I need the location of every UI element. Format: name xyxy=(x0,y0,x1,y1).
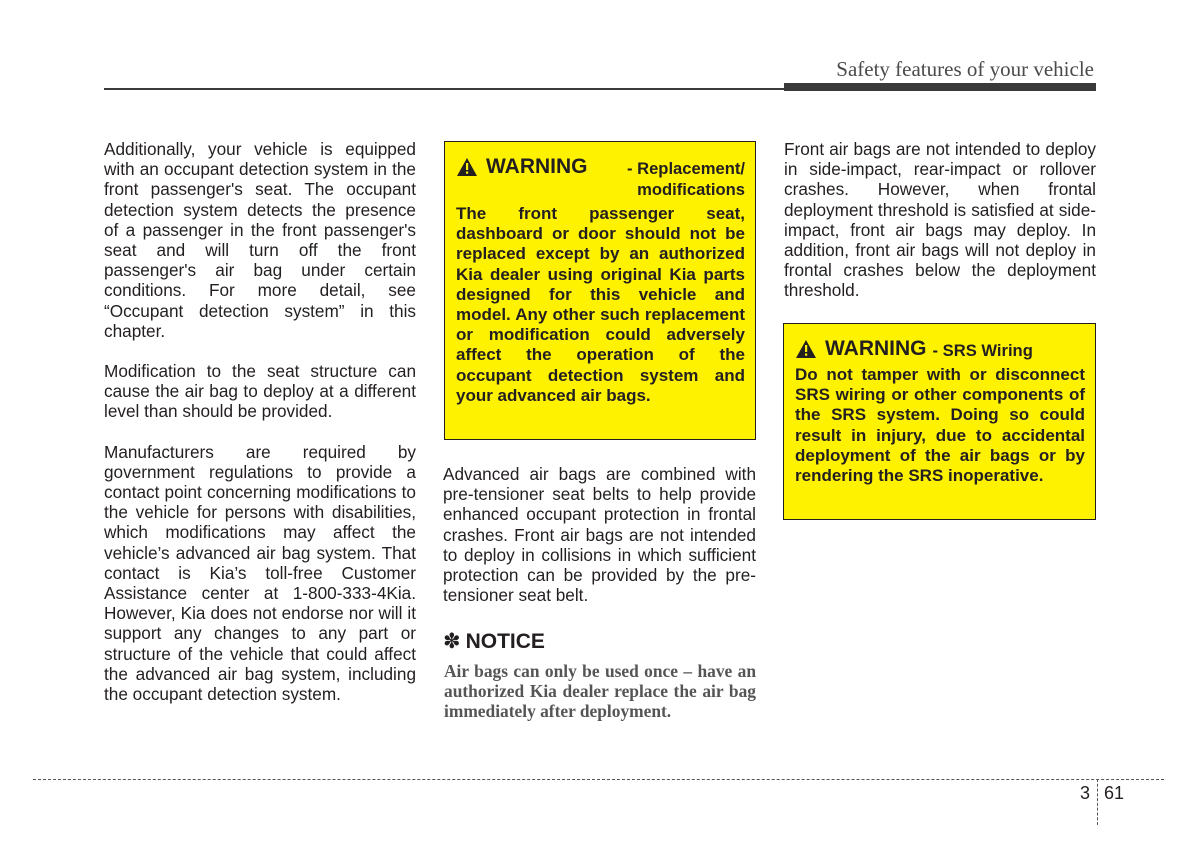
warning-triangle-icon xyxy=(795,339,817,359)
notice-icon: ✽ xyxy=(443,630,461,653)
warning-body: Do not tamper with or disconnect SRS wiring or other components of the SRS system. Doing so could result in injury, due to accidental deployment of the air bags or by rendering the SRS inoperative. xyxy=(795,365,1085,486)
column-middle xyxy=(443,464,756,625)
warning-header xyxy=(456,155,745,200)
header-rule-accent xyxy=(784,83,1096,91)
warning-header xyxy=(795,337,1085,361)
warning-subtitle: - SRS Wiring xyxy=(932,341,1033,360)
warning-box-replacement xyxy=(444,141,756,440)
column-right xyxy=(784,139,1096,321)
warning-subtitle: - Replacement/ modifications xyxy=(626,159,745,199)
warning-body: The front passenger seat, dashboard or door should not be replaced except by an authorized Kia dealer using original Kia parts designed for this vehicle and model. Any other such replacement or modification could adversely affect the operation of the occupant detection system and your advanced air bags. xyxy=(456,204,745,405)
warning-label: WARNING xyxy=(825,337,927,360)
notice-heading xyxy=(443,629,545,654)
paragraph: Modification to the seat structure can cause the air bag to deploy at a different level than should be provided. xyxy=(104,361,416,422)
notice-body: Air bags can only be used once – have an authorized Kia dealer replace the air bag immediately after deployment. xyxy=(444,661,756,722)
paragraph: Additionally, your vehicle is equipped with an occupant detection system in the front passenger's seat. The occupant detection system detects the presence of a passenger in the front passenger's seat and will turn off the front passenger's air bag under certain conditions. For more detail, see “Occupant detection system” in this chapter. xyxy=(104,139,416,341)
chapter-number: 3 xyxy=(1080,783,1091,803)
paragraph: Front air bags are not intended to deploy in side-impact, rear-impact or rollover crashes. However, when frontal deployment threshold is satisfied at side-impact, front air bags may deploy. In addition, front air bags will not deploy in frontal crashes below the deployment threshold. xyxy=(784,139,1096,301)
warning-box-srs-wiring xyxy=(783,323,1096,520)
paragraph: Advanced air bags are combined with pre-tensioner seat belts to help provide enhanced occupant protection in frontal crashes. Front air bags are not intended to deploy in collisions in which sufficient protection can be provided by the pre-tensioner seat belt. xyxy=(443,464,756,606)
section-title: Safety features of your vehicle xyxy=(836,57,1094,81)
paragraph: Manufacturers are required by government regulations to provide a contact point concerning modifications to the vehicle for persons with disabilities, which modifications may affect the vehicle’s advanced air bag system. That contact is Kia’s toll-free Customer Assistance center at 1-800-333-4Kia. However, Kia does not endorse nor will it support any changes to any part or structure of the vehicle that could affect the advanced air bag system, including the occupant detection system. xyxy=(104,441,416,705)
footer-rule xyxy=(33,779,1164,780)
footer-divider xyxy=(1097,779,1098,825)
header-rule xyxy=(104,88,784,90)
warning-triangle-icon xyxy=(456,157,478,177)
notice-label: NOTICE xyxy=(465,630,545,653)
column-left xyxy=(104,139,416,724)
page-number: 61 xyxy=(1104,783,1125,803)
warning-label: WARNING xyxy=(486,155,588,178)
